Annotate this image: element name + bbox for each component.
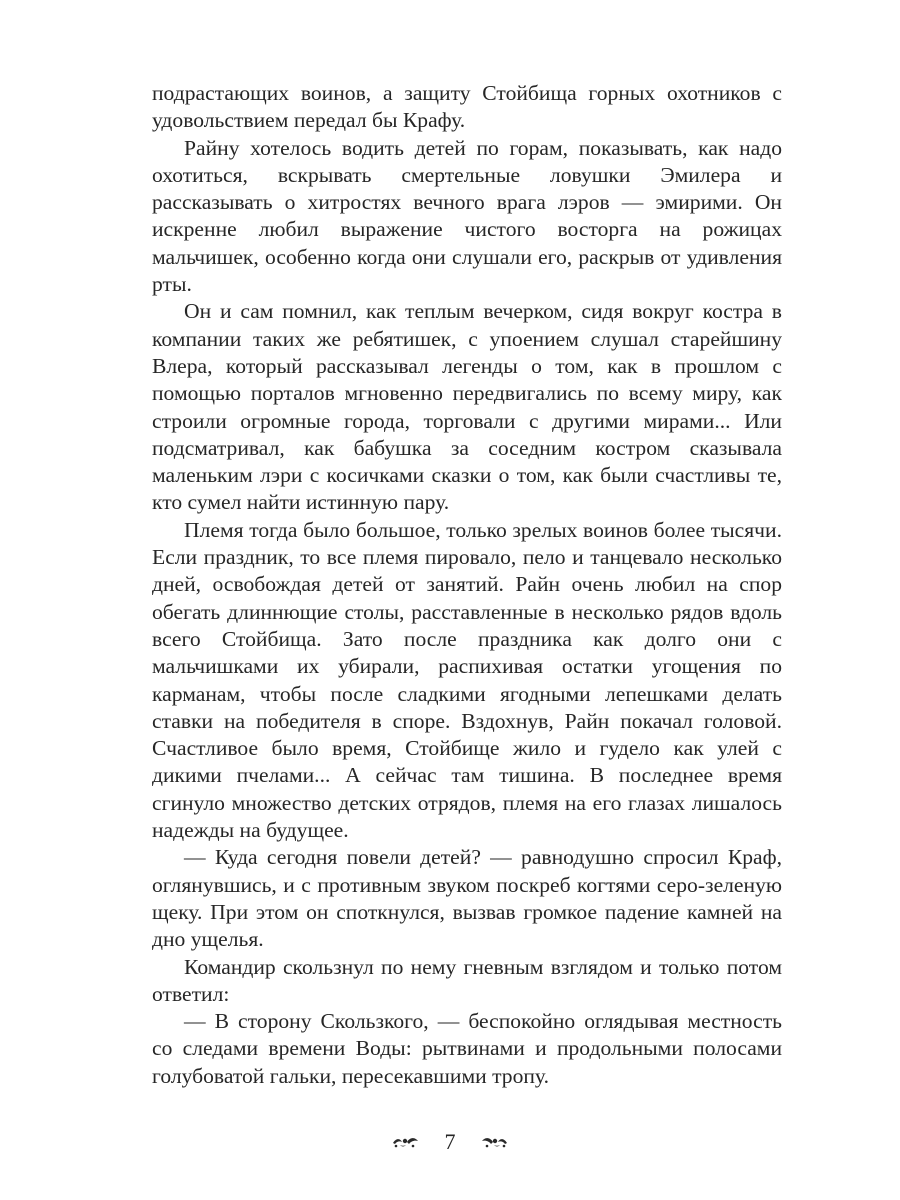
page-footer [0, 1126, 900, 1156]
paragraph-continued: подрастающих воинов, а защиту Стойбища горных охотников с удовольствием передал бы Крафу. [152, 81, 782, 133]
floral-ornament-icon [391, 1135, 421, 1149]
dialogue-paragraph: — Куда сегодня повели детей? — равнодушно спросил Краф, оглянувшись, и с противным звуком поскреб когтями серо-зеленую щеку. При этом он споткнулся, вызвав громкое падение камней на дно ущелья. [152, 845, 782, 952]
paragraph: Он и сам помнил, как теплым вечерком, сидя вокруг костра в компании таких же ребятишек, с упоением слушал старейшину Влера, который рассказывал легенды о том, как в прошлом с помощью порталов мгновенно передвигались по всему миру, как строили огромные города, торговали с другими мирами... Или подсматривал, как бабушка за соседним костром сказывала маленьким лэри с косичками сказки о том, как были счастливы те, кто сумел найти истинную пару. [152, 299, 782, 515]
page-number: 7 [444, 1128, 456, 1154]
paragraph: Племя тогда было большое, только зрелых воинов более тысячи. Если праздник, то все племя пировало, пело и танцевало несколько дней, освобождая детей от занятий. Райн очень любил на спор обегать длиннющие столы, расставленные в несколько рядов вдоль всего Стойбища. Зато после праздника как долго они с мальчишками их убирали, распихивая остатки угощения по карманам, чтобы после сладкими ягодными лепешками делать ставки на победителя в споре. Вздохнув, Райн покачал головой. Счастливое было время, Стойбище жило и гудело как улей с дикими пчелами... А сейчас там тишина. В последнее время сгинуло множество детских отрядов, племя на его глазах лишалось надежды на будущее. [152, 517, 782, 843]
body-text [152, 80, 782, 1090]
paragraph: Райну хотелось водить детей по горам, показывать, как надо охотиться, вскрывать смертельные ловушки Эмилера и рассказывать о хитростях вечного врага лэров — эмирими. Он искренне любил выражение чистого восторга на рожицах мальчишек, особенно когда они слушали его, раскрыв от удивления рты. [152, 135, 782, 297]
paragraph: Командир скользнул по нему гневным взглядом и только потом ответил: [152, 954, 782, 1006]
floral-ornament-icon [479, 1135, 509, 1149]
dialogue-paragraph: — В сторону Скользкого, — беспокойно оглядывая местность со следами времени Воды: рытвинами и продольными полосами голубоватой гальки, пересекавшими тропу. [152, 1009, 782, 1088]
